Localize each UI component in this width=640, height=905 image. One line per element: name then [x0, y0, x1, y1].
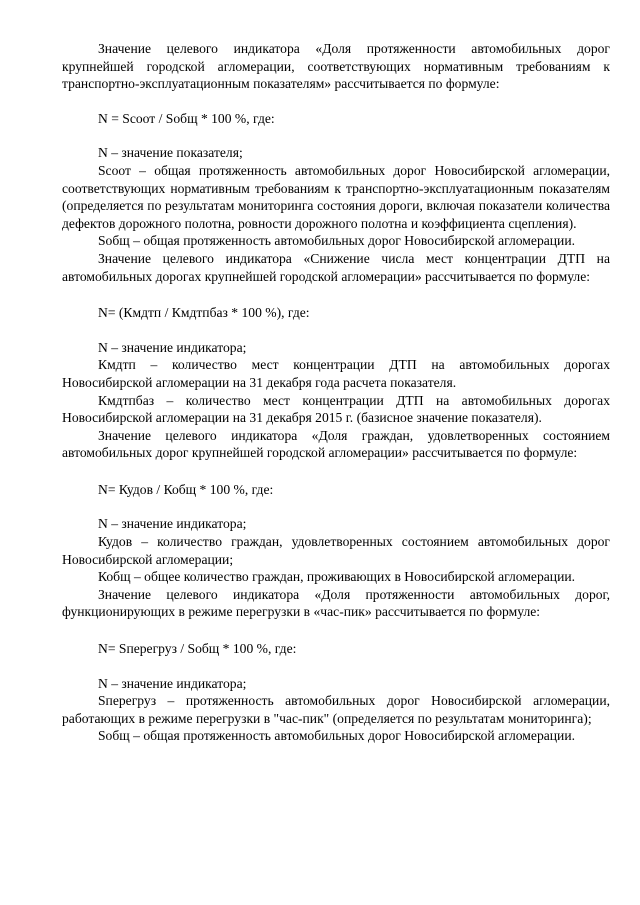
spacer	[62, 127, 610, 144]
definition-kmdtp: Кмдтп – количество мест концентрации ДТП на автомобильных дорогах Новосибирской агломерации на 31 декабря года расчета показателя.	[62, 357, 610, 390]
formula-road-share: N = Sсоот / Sобщ * 100 %, где:	[98, 110, 275, 126]
paragraph-indicator-dtp-intro: Значение целевого индикатора «Снижение числа мест концентрации ДТП на автомобильных дорогах крупнейшей городской агломерации» рассчитывается по формуле:	[62, 250, 610, 284]
formula-overload: N= Sперегруз / Sобщ * 100 %, где:	[98, 641, 297, 657]
spacer	[62, 621, 610, 640]
definition-s-obsh: Sобщ – общая протяженность автомобильных дорог Новосибирской агломерации.	[98, 233, 575, 249]
definition-s-obsh-2: Sобщ – общая протяженность автомобильных дорог Новосибирской агломерации.	[98, 728, 575, 744]
definition-n: N – значение индикатора;	[98, 516, 247, 532]
paragraph-indicator-road-share-intro: Значение целевого индикатора «Доля протяженности автомобильных дорог крупнейшей городской агломерации, соответствующих нормативным требованиям к транспортно-эксплуатационным показателям» рассчитывается по формуле:	[62, 41, 610, 92]
spacer	[62, 658, 610, 675]
spacer	[62, 462, 610, 481]
definition-kobsh: Кобщ – общее количество граждан, проживающих в Новосибирской агломерации.	[98, 569, 576, 585]
spacer	[62, 285, 610, 304]
definition-n: N – значение показателя;	[98, 145, 243, 161]
definition-s-soot: Sсоот – общая протяженность автомобильных дорог Новосибирской агломерации, соответствующих нормативным требованиям к транспортно-эксплуатационным показателям (определяется по результатам мониторинга состояния дороги, включая показатели количества дефектов дорожного полотна, ровности дорожного полотна и коэффициента сцепления).	[62, 162, 610, 231]
spacer	[62, 322, 610, 339]
formula-citizens: N= Кудов / Кобщ * 100 %, где:	[98, 481, 274, 497]
definition-s-peregruz: Sперегруз – протяженность автомобильных дорог Новосибирской агломерации, работающих в режиме перегрузки в "час-пик" (определяется по результатам мониторинга);	[62, 693, 610, 726]
definition-kudov: Кудов – количество граждан, удовлетворенных состоянием автомобильных дорог Новосибирской агломерации;	[62, 534, 610, 567]
definition-n: N – значение индикатора;	[98, 675, 247, 691]
spacer	[62, 93, 610, 110]
definition-kmdtpbaz: Кмдтпбаз – количество мест концентрации ДТП на автомобильных дорогах Новосибирской агломерации на 31 декабря 2015 г. (базисное значение показателя).	[62, 392, 610, 426]
definition-n: N – значение индикатора;	[98, 339, 247, 355]
formula-dtp: N= (Кмдтп / Кмдтпбаз * 100 %), где:	[98, 305, 310, 321]
paragraph-indicator-overload-intro: Значение целевого индикатора «Доля протяженности автомобильных дорог, функционирующих в режиме перегрузки в «час-пик» рассчитывается по формуле:	[62, 586, 610, 620]
spacer	[62, 498, 610, 515]
paragraph-indicator-citizens-intro: Значение целевого индикатора «Доля граждан, удовлетворенных состоянием автомобильных дорог крупнейшей городской агломерации» рассчитывается по формуле:	[62, 427, 610, 461]
document-page	[62, 40, 610, 745]
